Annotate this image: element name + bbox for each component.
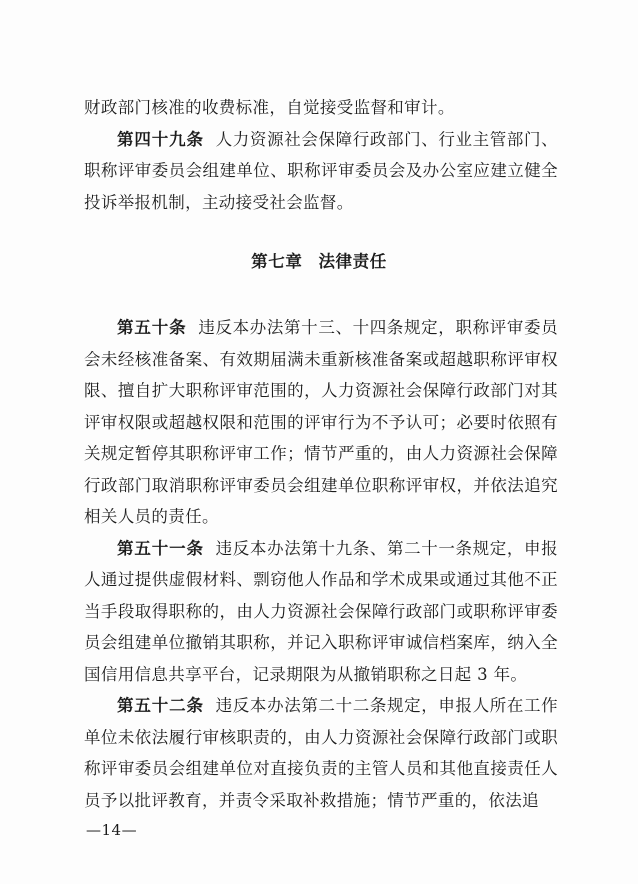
article-52-number: 第五十二条 bbox=[117, 696, 204, 715]
article-50-text: 违反本办法第十三、十四条规定，职称评审委员会未经核准备案、有效期届满未重新核准备案或超越职称评审权限、擅自扩大职称评审范围的，人力资源社会保障行政部门对其评审权限或超越权限和范围的评审行为不予认可；必要时依照有关规定暂停其职称评审工作；情节严重的，由人力资源社会保障行政部门取消职称评审委员会组建单位职称评审权，并依法追究相关人员的责任。 bbox=[84, 318, 558, 526]
article-52 bbox=[84, 690, 558, 816]
continuation-line: 财政部门核准的收费标准，自觉接受监督和审计。 bbox=[84, 98, 455, 117]
article-52-text: 违反本办法第二十二条规定，申报人所在工作单位未依法履行审核职责的，由人力资源社会保障行政部门或职称评审委员会组建单位对直接负责的主管人员和其他直接责任人员予以批评教育，并责令采取补救措施；情节严重的，依法追 bbox=[84, 696, 559, 810]
chapter-heading bbox=[0, 248, 638, 272]
article-51 bbox=[84, 533, 558, 691]
article-51-text: 违反本办法第十九条、第二十一条规定，申报人通过提供虚假材料、剽窃他人作品和学术成果或通过其他不正当手段取得职称的，由人力资源社会保障行政部门或职称评审委员会组建单位撤销其职称，并记入职称评审诚信档案库，纳入全国信用信息共享平台，记录期限为从撤销职称之日起 3 年。 bbox=[84, 538, 559, 684]
article-49-number: 第四十九条 bbox=[117, 129, 204, 149]
article-50 bbox=[84, 312, 558, 533]
chapter-title: 法律责任 bbox=[318, 252, 387, 271]
article-51-number: 第五十一条 bbox=[117, 538, 204, 558]
articles-block bbox=[84, 312, 558, 816]
article-50-number: 第五十条 bbox=[117, 318, 187, 337]
article-49-text: 人力资源社会保障行政部门、行业主管部门、职称评审委员会组建单位、职称评审委员会及办公室应建立健全投诉举报机制，主动接受社会监督。 bbox=[84, 129, 559, 212]
top-paragraph-block bbox=[84, 92, 558, 218]
article-49 bbox=[84, 124, 558, 219]
page-number: —14— bbox=[86, 821, 138, 839]
chapter-number: 第七章 bbox=[251, 252, 303, 271]
